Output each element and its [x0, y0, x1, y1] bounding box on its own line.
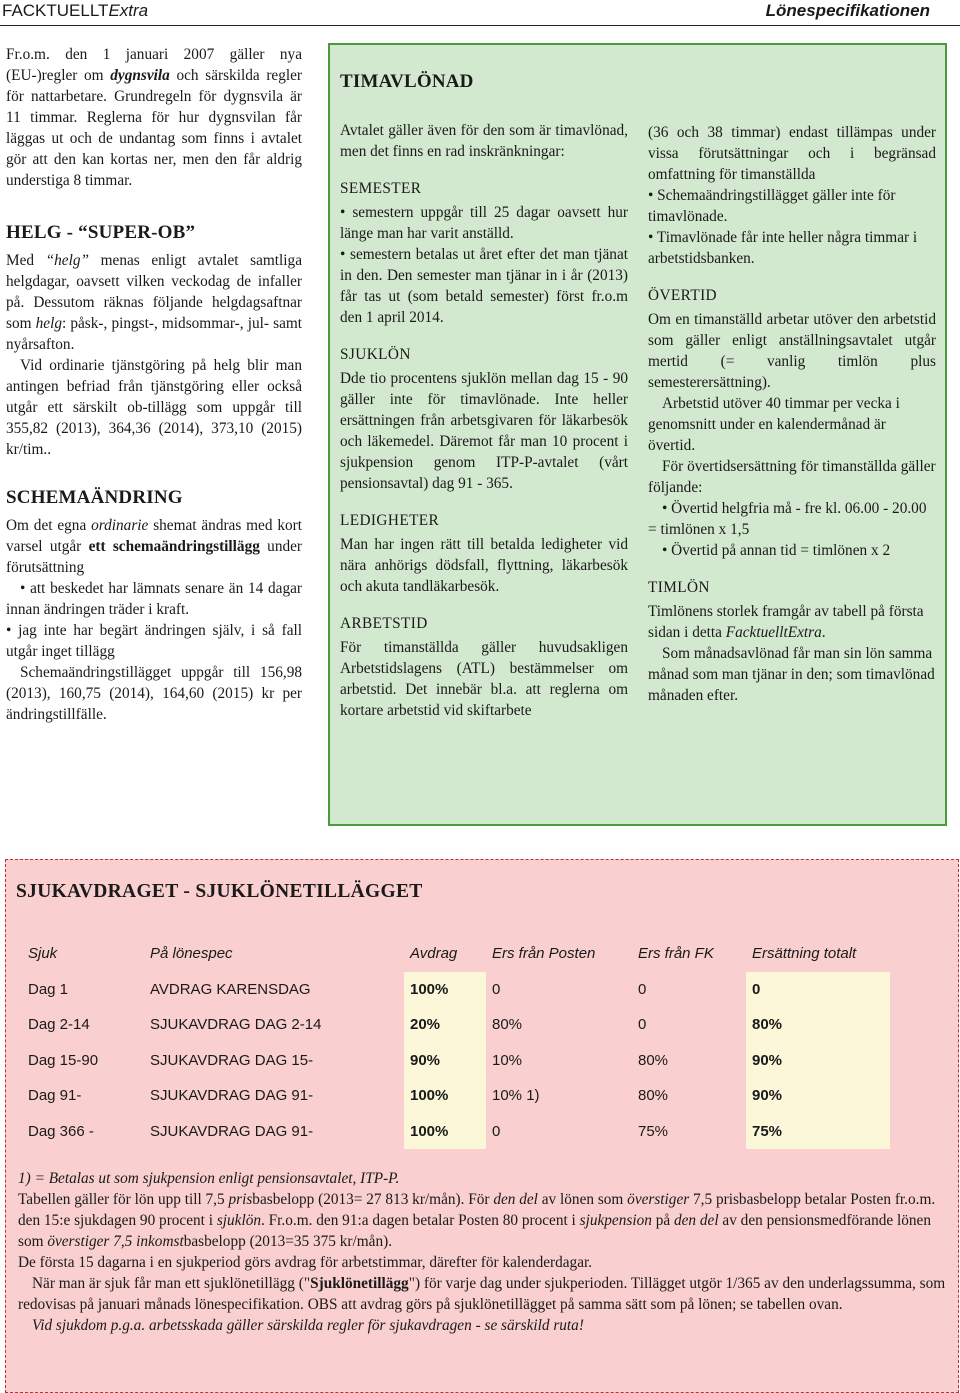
text-run: överstiger: [627, 1191, 690, 1208]
text-run: : påsk-, pingst-, midsommar-, jul- samt nyårsafton.: [6, 315, 303, 353]
text-run: Fr.o.m. den 1 januari 2007 gäller nya (EU-)regler om: [6, 46, 302, 84]
table-cell: 90%: [746, 1078, 890, 1114]
table-cell: Dag 91-: [28, 1087, 82, 1105]
column-header: Ersättning totalt: [752, 945, 857, 963]
column-header: Ers från FK: [638, 945, 714, 963]
table-cell: 10% 1): [492, 1087, 540, 1105]
semester-heading: SEMESTER: [340, 180, 422, 197]
table-cell: 0: [638, 980, 647, 998]
header-divider: [0, 25, 960, 26]
sjuklonetillagg-paragraph: [18, 1273, 948, 1315]
text-run: ordinarie: [91, 517, 149, 534]
schema-bullet-1: • att beskedet har lämnats senare än 14 dagar innan ändringen träder i kraft.: [6, 580, 302, 618]
table-cell: 90%: [404, 1043, 486, 1079]
overtid-bullet-1: • Övertid helgfria må - fre kl. 06.00 - 20.00 = timlönen x 1,5: [648, 500, 927, 538]
text-run: under förutsättning: [6, 538, 303, 576]
table-cell: 10%: [492, 1051, 523, 1069]
text-run: pris: [228, 1191, 253, 1208]
table-cell: 0: [492, 980, 501, 998]
table-cell: Dag 2-14: [28, 1016, 90, 1034]
helg-paragraph: [6, 250, 302, 355]
table-cell: 100%: [404, 972, 486, 1008]
text-run: överstiger 7,5 inkomst: [47, 1233, 184, 1250]
table-header-row: [22, 936, 890, 972]
text-run: shemat ändras med kort varsel utgår: [6, 517, 302, 555]
table-cell: 80%: [492, 1016, 523, 1034]
sjuklon-heading: SJUKLÖN: [340, 346, 411, 363]
table-cell: 90%: [746, 1043, 890, 1079]
table-cell: Dag 1: [28, 980, 69, 998]
page-header: [0, 0, 960, 26]
table-cell: SJUKAVDRAG DAG 15-: [150, 1051, 314, 1069]
text-run: den del: [673, 1212, 719, 1229]
table-cell: 20%: [404, 1007, 486, 1043]
text-run: basbelopp (2013=35 375 kr/mån).: [183, 1233, 393, 1250]
table-cell: 80%: [746, 1007, 890, 1043]
text-run: basbelopp (2013= 27 813 kr/mån). För: [252, 1191, 494, 1208]
timavlonad-bullet-2: • Timavlönade får inte heller några timmar i arbetstidsbanken.: [648, 229, 918, 267]
semester-bullet-2: • semestern betalas ut året efter det man tjänat in den. Den semester man tjänar in i år (2013) får tas ut (som betald semester) först fr.o.m den 1 april 2014.: [340, 246, 628, 326]
table-cell: 0: [492, 1122, 501, 1140]
table-cell: 100%: [404, 1114, 486, 1150]
text-run: menas enligt avtalet samtliga helgdagar, oavsett vilken veckodag de infaller på. Dessutom räknas följande helgdagsaftnar som: [6, 252, 302, 332]
table-cell: Dag 366 -: [28, 1122, 94, 1140]
timavlonad-column-1: [340, 70, 628, 721]
timavlonad-bullet-1: • Schemaändringstillägget gäller inte för timavlönade.: [648, 187, 896, 225]
arbetstid-continued: (36 och 38 timmar) endast tillämpas under vissa förutsättningar och i begränsad omfattning för timanställda: [648, 124, 936, 183]
text-run: När man är sjuk får man ett sjuklönetillägg (": [32, 1275, 311, 1292]
timlon-paragraph-1: [648, 601, 936, 643]
text-run: av lönen som: [537, 1191, 628, 1208]
overtid-paragraph-2: Arbetstid utöver 40 timmar per vecka i genomsnitt under en kalendermånad är övertid.: [648, 395, 900, 454]
table-cell: 75%: [746, 1114, 890, 1150]
timavlonad-heading: TIMAVLÖNAD: [340, 71, 474, 92]
table-cell: SJUKAVDRAG DAG 91-: [150, 1122, 314, 1140]
table-row: [22, 1078, 890, 1114]
text-run: dygnsvila: [110, 67, 170, 84]
table-row: [22, 1007, 890, 1043]
text-run: av den pensionsmedförande lönen som: [18, 1212, 931, 1250]
text-run: helg: [35, 315, 62, 332]
column-header: Avdrag: [410, 945, 458, 963]
column-header: Sjuk: [28, 945, 58, 963]
semester-bullet-1: • semestern uppgår till 25 dagar oavsett hur länge man har varit anställd.: [340, 204, 628, 242]
arbetstid-paragraph: För timanställda gäller huvudsakligen Arbetstidslagens (ATL) bestämmelser om arbetstid. Det innebär bl.a. att reglerna om kortare arbetstid vid skiftarbete: [340, 639, 628, 719]
schema-amount-paragraph: Schemaändringstillägget uppgår till 156,98 (2013), 160,75 (2014), 164,60 (2015) kr per ändringstillfälle.: [6, 664, 302, 723]
text-run: ") för varje dag under sjukperioden. Tillägget utgör 1/365 av den underlagssumma, som redovisas på januari månads lönespecifikation. OBS att avdrag görs på sjuklönetillägget på samma sätt som på lönen; se tabellen ovan.: [18, 1275, 946, 1313]
text-run: sjukpension: [579, 1212, 652, 1229]
timavlonad-column-2: [648, 122, 936, 706]
table-row: [22, 972, 890, 1008]
prisbasbelopp-paragraph: [18, 1189, 948, 1252]
table-cell: AVDRAG KARENSDAG: [150, 980, 311, 998]
text-run: ett schemaändringstillägg: [88, 538, 260, 555]
text-run: Timlönens storlek framgår av tabell på första sidan i detta: [648, 603, 924, 641]
table-cell: 75%: [638, 1122, 669, 1140]
timlon-heading: TIMLÖN: [648, 579, 710, 596]
ledigheter-paragraph: Man har ingen rätt till betalda ledigheter vid nära anhörigs dödsfall, flyttning, läkarbesök och akuta tandläkarbesök.: [340, 536, 628, 595]
table-cell: 100%: [404, 1078, 486, 1114]
left-column: [6, 44, 302, 725]
text-run: sjuklön: [216, 1212, 262, 1229]
table-row: [22, 1114, 890, 1150]
sjukavdrag-heading: SJUKAVDRAGET - SJUKLÖNETILLÄGGET: [16, 881, 423, 902]
text-run: .: [821, 624, 826, 641]
brand-name-italic: Extra: [108, 1, 149, 20]
text-run: Om det egna: [6, 517, 92, 534]
text-run: och särskilda regler för nattarbetare. Grundregeln för dygnsvila är 11 timmar. Reglerna för hur dygnsvilan får läggas ut och de undantag som finns i avtalet gör att den kan kortas ner, men den får aldrig understiga 8 timmar.: [6, 67, 302, 189]
column-header: Ers från Posten: [492, 945, 596, 963]
text-run: 7,5 prisbasbelopp betalar Posten fr.o.m. den 15:e sjukdagen 90 procent i: [18, 1191, 936, 1229]
text-run: “helg”: [45, 252, 90, 269]
text-run: Sjuklönetillägg: [310, 1275, 409, 1292]
overtid-paragraph-3: För övertidsersättning för timanställda gäller följande:: [648, 458, 936, 496]
ledigheter-heading: LEDIGHETER: [340, 512, 440, 529]
table-footnote: 1) = Betalas ut som sjukpension enligt pensionsavtalet, ITP-P.: [18, 1170, 400, 1187]
text-run: . Fr.o.m. den 91:a dagen betalar Posten 80 procent i: [261, 1212, 580, 1229]
overtid-paragraph-1: Om en timanställd arbetar utöver den arbetstid som gäller enligt anställningsavtalet utgår mertid (= vanlig timlön plus semesterersättning).: [648, 311, 936, 391]
table-cell: 80%: [638, 1051, 669, 1069]
timavlonad-intro: Avtalet gäller även för den som är timavlönad, men det finns en rad inskränkningar:: [340, 122, 628, 160]
overtid-heading: ÖVERTID: [648, 287, 718, 304]
table-cell: SJUKAVDRAG DAG 91-: [150, 1087, 314, 1105]
brand-title: [2, 1, 148, 21]
overtid-bullet-2: • Övertid på annan tid = timlönen x 2: [662, 542, 891, 559]
table-cell: 0: [746, 972, 890, 1008]
dygnsvila-paragraph: [6, 44, 302, 191]
text-run: den del: [493, 1191, 538, 1208]
table-cell: SJUKAVDRAG DAG 2-14: [150, 1016, 322, 1034]
column-header: På lönespec: [150, 945, 233, 963]
text-run: på: [651, 1212, 674, 1229]
timlon-paragraph-2: Som månadsavlönad får man sin lön samma månad som man tjänar in den; som timavlönad månaden efter.: [648, 645, 935, 704]
table-cell: 80%: [638, 1087, 669, 1105]
sjukavdrag-notes: [18, 1168, 948, 1336]
text-run: Med: [6, 252, 46, 269]
schema-heading: SCHEMAÄNDRING: [6, 487, 183, 508]
arbetsskada-note: Vid sjukdom p.g.a. arbetsskada gäller särskilda regler för sjukavdragen - se särskild ruta!: [32, 1317, 584, 1334]
brand-name: FACKTUELLT: [2, 1, 109, 20]
section-title: Lönespecifikationen: [765, 1, 930, 20]
table-cell: Dag 15-90: [28, 1051, 99, 1069]
helg-heading: HELG - “SUPER-OB”: [6, 222, 196, 243]
text-run: Tabellen gäller för lön upp till 7,5: [18, 1191, 229, 1208]
avdrag-paragraph: De första 15 dagarna i en sjukperiod görs avdrag för arbetstimmar, därefter för kalenderdagar.: [18, 1254, 593, 1271]
helg-ob-paragraph: Vid ordinarie tjänstgöring på helg blir man antingen befriad från tjänstgöring eller också utgår ett särskilt ob-tillägg som uppgår till 355,82 (2013), 364,36 (2014), 373,10 (2015) kr/tim..: [6, 357, 302, 458]
table-cell: 0: [638, 1016, 647, 1034]
sjuklon-paragraph: Dde tio procentens sjuklön mellan dag 15 - 90 gäller inte för timavlönade. Inte heller ersättningen från arbetsgivaren för läkarbesök och läkemedel. Däremot får man 10 procent i sjukpension genom ITP-P-avtalet (vårt pensionsavtal) dag 91 - 365.: [340, 370, 628, 492]
schema-paragraph: [6, 515, 302, 578]
table-row: [22, 1043, 890, 1079]
sjukavdrag-table: [22, 936, 890, 1149]
text-run: FacktuelltExtra: [725, 624, 822, 641]
schema-bullet-2: • jag inte har begärt ändringen själv, i så fall utgår inget tillägg: [6, 622, 302, 660]
arbetstid-heading: ARBETSTID: [340, 615, 428, 632]
